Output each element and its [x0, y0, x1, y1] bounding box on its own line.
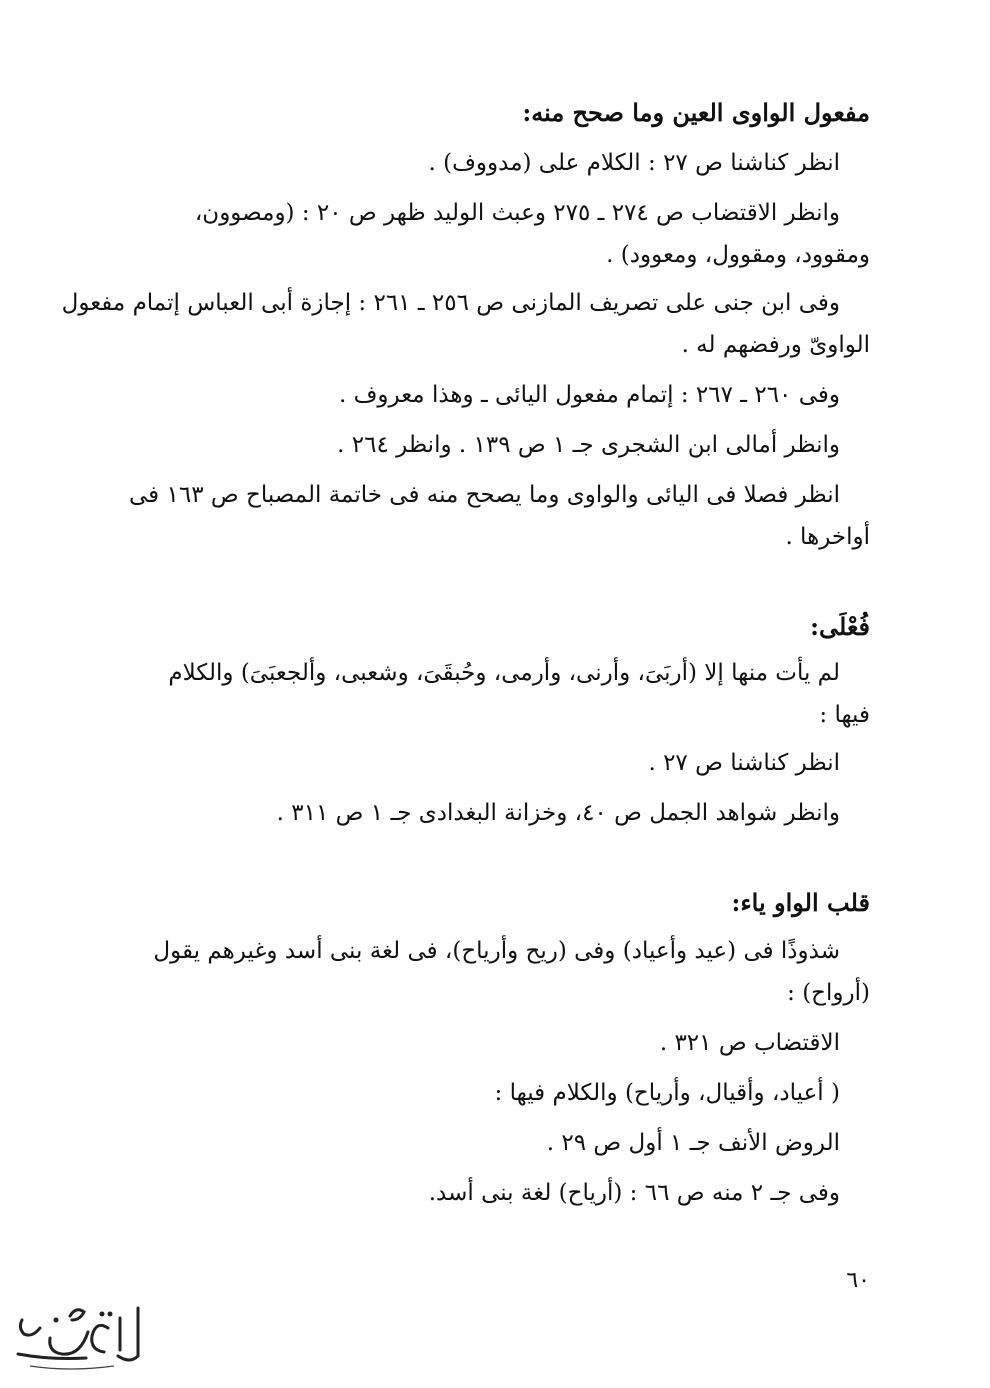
- text-line: انظر كناشنا ص ٢٧ : الكلام على (مدووف) .: [428, 150, 840, 176]
- text-line: وانظر أمالى ابن الشجرى جـ ١ ص ١٣٩ . وانظر ٢٦٤ .: [337, 432, 840, 458]
- text-line: أواخرها .: [785, 524, 870, 550]
- text-line: فيها :: [819, 702, 870, 728]
- text-line: (أرواح) :: [787, 980, 870, 1006]
- text-line: ( أعياد، وأقيال، وأرياح) والكلام فيها :: [494, 1080, 840, 1106]
- text-line: وانظر الاقتضاب ص ٢٧٤ ـ ٢٧٥ وعبث الوليد ظهر ص ٢٠ : (ومصوون،: [194, 200, 840, 226]
- calligraphy-stamp-logo: [10, 1298, 150, 1376]
- text-line: وانظر شواهد الجمل ص ٤٠، وخزانة البغدادى جـ ١ ص ٣١١ .: [276, 800, 840, 826]
- text-line: الروض الأنف جـ ١ أول ص ٢٩ .: [546, 1130, 840, 1156]
- text-line: الواوىّ ورفضهم له .: [681, 332, 870, 358]
- section-heading-passive-participle: مفعول الواوى العين وما صحح منه:: [522, 98, 870, 127]
- text-line: شذوذًا فى (عيد وأعياد) وفى (ريح وأرياح)، فى لغة بنى أسد وغيرهم يقول: [153, 938, 840, 964]
- section-heading-waw-to-ya: قلب الواو ياء:: [731, 888, 870, 917]
- text-line: لم يأت منها إلا (أربَىَ، وأرنى، وأرمى، وحُبقَىَ، وشعبى، وألجعبَىَ) والكلام: [168, 660, 840, 686]
- page-number: ٦٠: [846, 1268, 870, 1293]
- text-line: وفى جـ ٢ منه ص ٦٦ : (أرياح) لغة بنى أسد.: [428, 1180, 840, 1206]
- text-line: وفى ٢٦٠ ـ ٢٦٧ : إتمام مفعول اليائى ـ وهذا معروف .: [338, 382, 840, 408]
- text-line: انظر فصلا فى اليائى والواوى وما يصحح منه فى خاتمة المصباح ص ١٦٣ فى: [129, 482, 840, 508]
- text-line: الاقتضاب ص ٣٢١ .: [659, 1030, 840, 1056]
- text-line: انظر كناشنا ص ٢٧ .: [648, 750, 840, 776]
- text-line: ومقوود، ومقوول، ومعوود) .: [606, 242, 870, 268]
- text-line: وفى ابن جنى على تصريف المازنى ص ٢٥٦ ـ ٢٦١ : إجازة أبى العباس إتمام مفعول: [61, 290, 840, 316]
- section-heading-fula: فُعْلَى:: [810, 612, 870, 641]
